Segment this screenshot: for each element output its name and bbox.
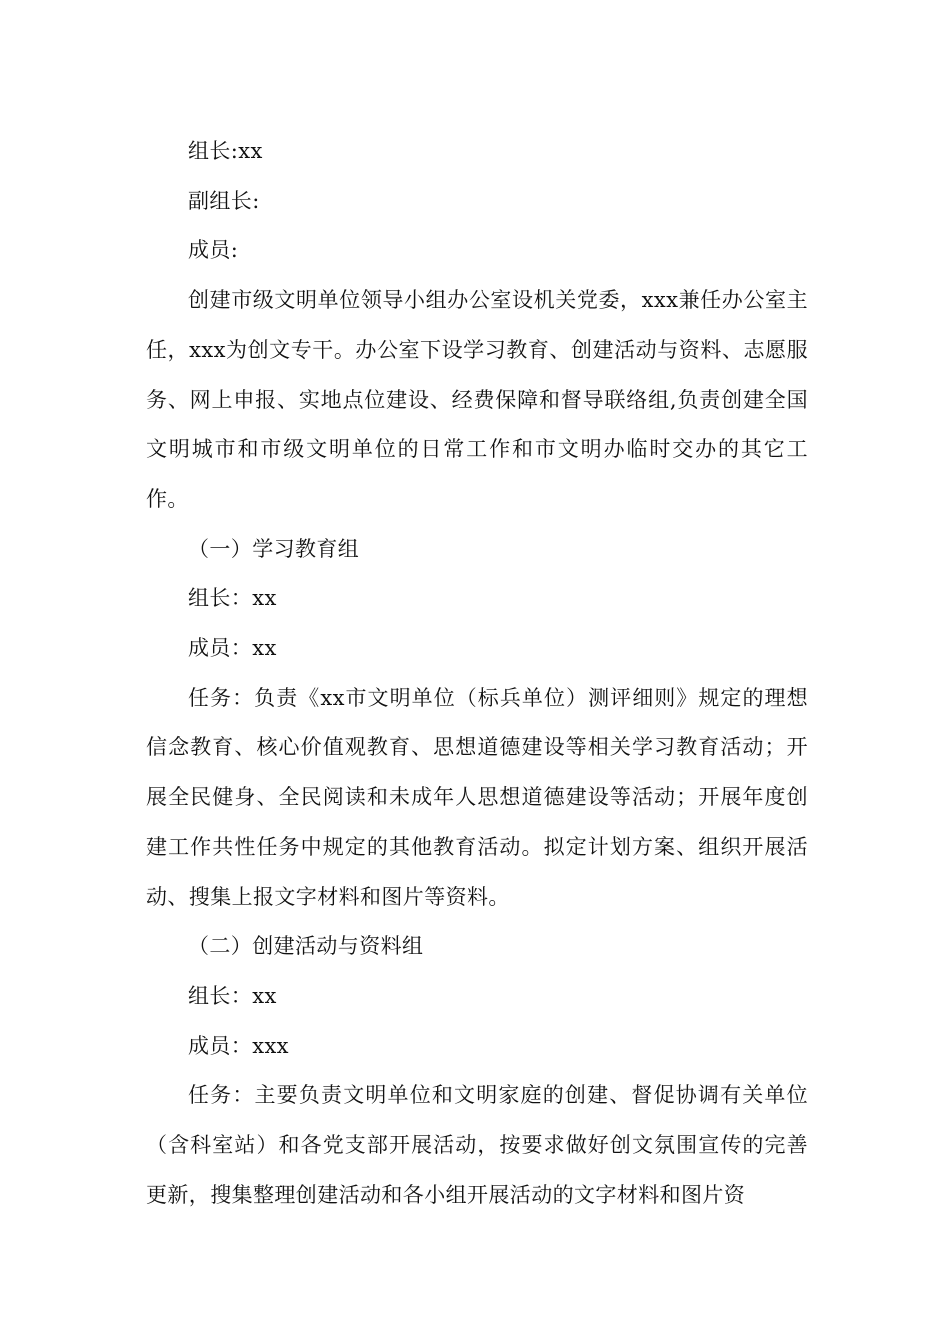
members-line: 成员: bbox=[188, 238, 239, 263]
deputy-leader-line: 副组长: bbox=[188, 188, 260, 213]
leader-line: 组长:xx bbox=[188, 139, 263, 163]
section-heading-study-education: （一）学习教育组 bbox=[188, 536, 360, 561]
study-group-members: 成员：xx bbox=[188, 636, 277, 661]
activities-group-members: 成员：xxx bbox=[188, 1033, 289, 1058]
section-heading-activities-materials: （二）创建活动与资料组 bbox=[188, 934, 424, 959]
activities-group-leader: 组长：xx bbox=[188, 983, 277, 1008]
office-paragraph: 创建市级文明单位领导小组办公室设机关党委，xxx兼任办公室主任，xxx为创文专干。办公室下设学习教育、创建活动与资料、志愿服务、网上申报、实地点位建设、经费保障和督导联络组,负责创建全国文明城市和市级文明单位的日常工作和市文明办临时交办的其它工作。 bbox=[146, 288, 808, 511]
study-group-task: 任务：负责《xx市文明单位（标兵单位）测评细则》规定的理想信念教育、核心价值观教育、思想道德建设等相关学习教育活动；开展全民健身、全民阅读和未成年人思想道德建设等活动；开展年度创建工作共性任务中规定的其他教育活动。拟定计划方案、组织开展活动、搜集上报文字材料和图片等资料。 bbox=[146, 685, 808, 909]
activities-group-task: 任务：主要负责文明单位和文明家庭的创建、督促协调有关单位（含科室站）和各党支部开展活动，按要求做好创文氛围宣传的完善更新，搜集整理创建活动和各小组开展活动的文字材料和图片资 bbox=[146, 1083, 808, 1207]
study-group-leader: 组长：xx bbox=[188, 586, 277, 611]
document-body bbox=[146, 127, 808, 1220]
